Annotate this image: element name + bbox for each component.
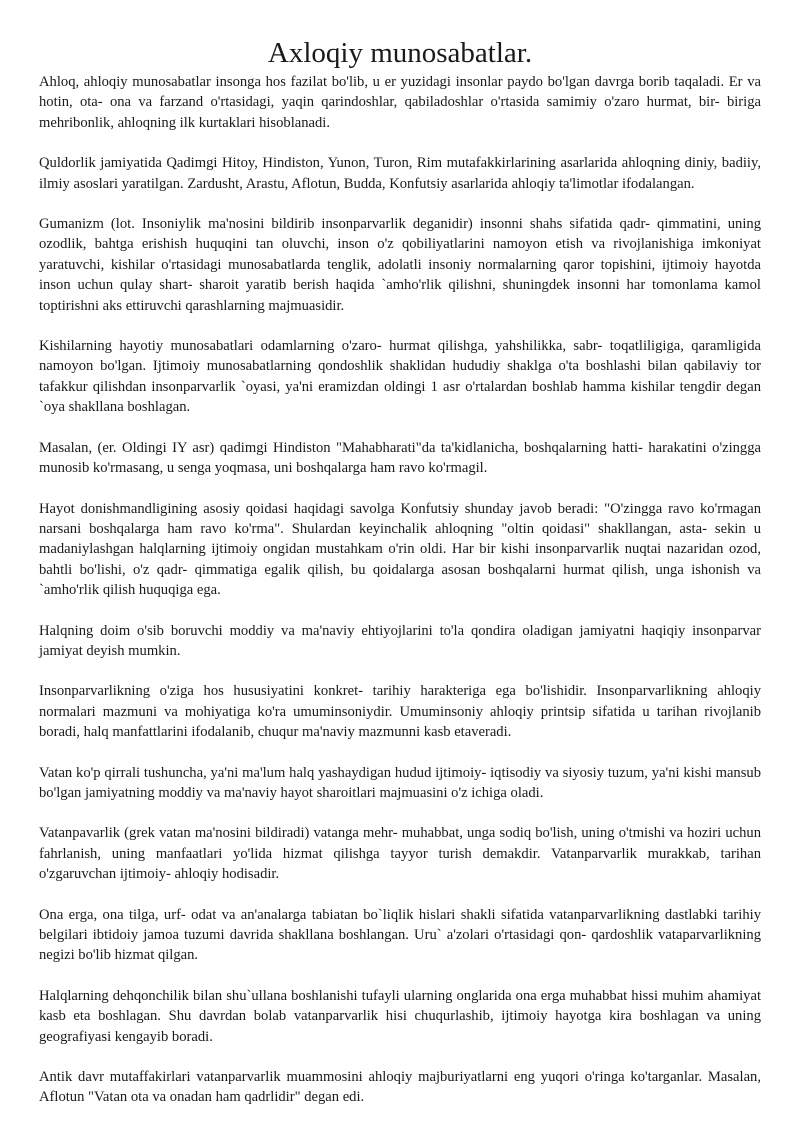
paragraph: Insonparvarlikning o'ziga hos hususiyatini konkret- tarihiy harakteriga ega bo'lishidir. Insonparvarlikning ahloqiy normalari mazmuni va mohiyatiga ko'ra umuminsoniydir. Umuminsoniy ahloqiy printsip sifatida u tarihan rivojlanib boradi, halq manfattlarini ifodalanib, chuqur ma'naviy mazmunni kasb etaveradi. [39,683,761,741]
paragraph: Hayot donishmandligining asosiy qoidasi haqidagi savolga Konfutsiy shunday javob beradi: "O'zingga ravo ko'rmagan narsani boshqalarga ham ravo ko'rma". Shulardan keyinchalik ahloqning "oltin qoidasi" shakllangan, asta- sekin u madaniylashgan halqlarning ijtimoiy ongidan mustahkam o'rin oldi. Har bir kishi insonparvarlik nuqtai nazaridan ozod, bahtli bo'lishi, o'z qadr- qimmatiga egalik qilish, bu qoidalarga asosan boshqalarni hurmat qilish, unga ishonish va `amho'rlik qilish huquqiga ega. [39,500,761,599]
paragraph: Quldorlik jamiyatida Qadimgi Hitoy, Hindiston, Yunon, Turon, Rim mutafakkirlarining asarlarida ahloqning diniy, badiiy, ilmiy asoslari yaratilgan. Zardusht, Arastu, Aflotun, Budda, Konfutsiy asarlarida ahloqiy ta'limotlar ifodalangan. [39,155,761,192]
paragraph: Vatan ko'p qirrali tushuncha, ya'ni ma'lum halq yashaydigan hudud ijtimoiy- iqtisodiy va siyosiy tuzum, ya'ni kishi mansub bo'lgan jamiyatning moddiy va ma'naviy hayot sharoitlari majmuasini o'z ichiga oladi. [39,764,761,801]
paragraph: Antik davr mutaffakirlari vatanparvarlik muammosini ahloqiy majburiyatlarni eng yuqori o'ringa ko'targanlar. Masalan, Aflotun "Vatan ota va onadan ham qadrlidir" degan edi. [39,1069,761,1106]
paragraph: Halqning doim o'sib boruvchi moddiy va ma'naviy ehtiyojlarini to'la qondira oladigan jamiyatni haqiqiy insonparvar jamiyat deyish mumkin. [39,622,761,659]
paragraph: Halqlarning dehqonchilik bilan shu`ullana boshlanishi tufayli ularning onglarida ona erga muhabbat hissi muhim ahamiyat kasb eta boshlagan. Shu davrdan bolab vatanparvarlik hisi chuqurlashib, ijtimoiy hayotga kira boshlagan va uning geografiyasi kengayib boradi. [39,987,761,1045]
page-title: Axloqiy munosabatlar. [267,37,533,69]
paragraph: Masalan, (er. Oldingi IY asr) qadimgi Hindiston "Mahabharati"da ta'kidlanicha, boshqalarning hatti- harakatini o'zingga munosib ko'rmasang, u senga yoqmasa, uni boshqalarga ham ravo ko'rmagil. [39,439,761,477]
paragraph: Gumanizm (lot. Insoniylik ma'nosini bildirib insonparvarlik deganidir) insonni shahs sifatida qadr- qimmatini, uning ozodlik, bahtga erishish huquqini tan oluvchi, inson o'z qobiliyatlarini namoyon etish va rivojlanishiga imkoniyat yaratuvchi, kishilar o'rtasidagi munosabatlarda tenglik, adolatli insoniy normalarning qaror topishini, ijtimoiy hayotda inson uchun qulay shart- sharoit yaratib berish haqida `amho'rlik qilishni, shuningdek insonni har tomonlama kamol toptirishni aks ettiruvchi qarashlarning majmuasidir. [39,216,761,314]
paragraph: Ahloq, ahloqiy munosabatlar insonga hos fazilat bo'lib, u er yuzidagi insonlar paydo bo'lgan davrga borib taqaladi. Er va hotin, ota- ona va farzand o'rtasidagi, yaqin qarindoshlar, qabiladoshlar o'rtasida samimiy o'zaro hurmat, bir- biriga mehribonlik, ahloqning ilk kurtaklari hisoblanadi. [39,74,761,131]
paragraph: Vatanpavarlik (grek vatan ma'nosini bildiradi) vatanga mehr- muhabbat, unga sodiq bo'lish, uning o'tmishi va hoziri uchun fahrlanish, uning manfaatlari yo'lida hizmat qilishga tayyor turish demakdir. Vatanparvarlik murakkab, tarihan o'zgaruvchan ijtimoiy- ahloqiy hodisadir. [39,825,761,883]
paragraph: Kishilarning hayotiy munosabatlari odamlarning o'zaro- hurmat qilishga, yahshilikka, sabr- toqatliligiga, qaramligida namoyon bo'lgan. Ijtimoiy munosabatlarning qondoshlik shaklidan hududiy shaklga o'ta boshlashi bilan qabilaviy tor tafakkur qilishdan insonparvarlik `oyasi, ya'ni eramizdan oldingi 1 asr o'rtalardan boshlab hamma kishilar tengdir degan `oya shakllana boshlagan. [39,338,761,416]
paragraph: Ona erga, ona tilga, urf- odat va an'analarga tabiatan bo`liqlik hislari shakli sifatida vatanparvarlikning dastlabki tarihiy belgilari ibtidoiy jamoa tuzumi davrida shakllana boshlangan. Uru` a'zolari o'rtasidagi qon- qardoshlik vataparvarlikning negizi bo'lib hizmat qilgan. [39,906,761,964]
